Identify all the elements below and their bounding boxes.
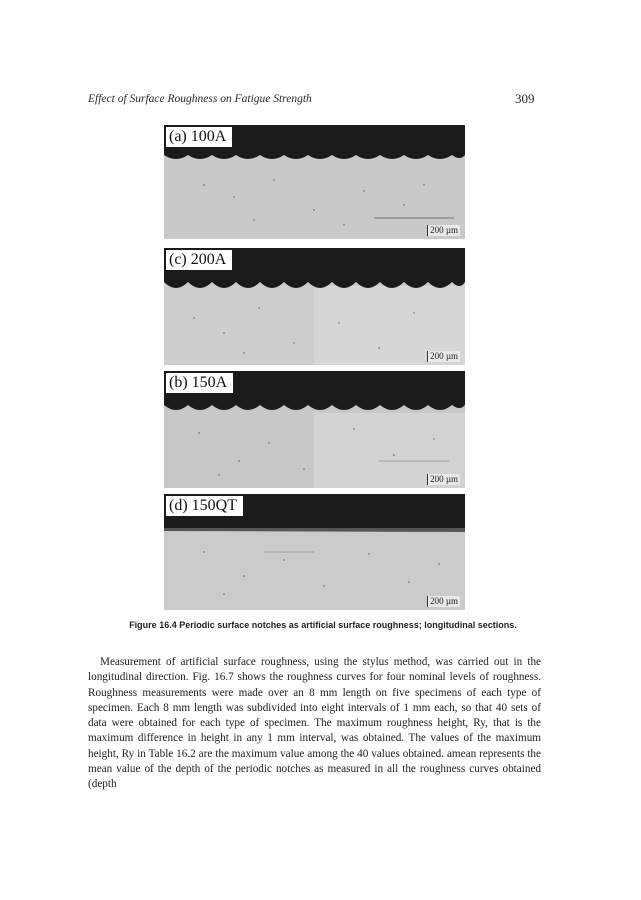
panel-label-a: (a) 100A [166, 127, 232, 147]
figure-caption: Figure 16.4 Periodic surface notches as artificial surface roughness; longitudinal sections. [129, 620, 517, 630]
scale-bar-d: 200 µm [427, 596, 460, 607]
running-title: Effect of Surface Roughness on Fatigue Strength [88, 93, 312, 105]
scale-bar-b: 200 µm [427, 474, 460, 485]
micrograph-panel-a [164, 125, 465, 239]
panel-label-c: (c) 200A [166, 250, 232, 270]
panel-label-b: (b) 150A [166, 373, 233, 393]
running-head [88, 93, 541, 105]
body-paragraph: Measurement of artificial surface roughness, using the stylus method, was carried out in the longitudinal direction. Fig. 16.7 shows the roughness curves for four nominal levels of roughness. Roughness measurements were made over an 8 mm length on five specimens of each type of specimen. Each 8 mm length was subdivided into eight intervals of 1 mm each, so that 40 sets of data were obtained for each type of specimen. The maximum roughness height, Ry, that is the maximum difference in height in any 1 mm interval, was obtained. The values of the maximum height, Ry in Table 16.2 are the maximum value among the 40 values obtained. amean represents the mean value of the depth of the periodic notches as measured in all the roughness curves obtained (depth [88, 656, 541, 791]
panel-label-d: (d) 150QT [166, 496, 243, 516]
page-number: 309 [515, 91, 535, 106]
scale-bar-c: 200 µm [427, 351, 460, 362]
scale-bar-a: 200 µm [427, 225, 460, 236]
micrograph-panel-d [164, 494, 465, 610]
micrograph-panel-b [164, 371, 465, 488]
micrograph-panel-c [164, 248, 465, 365]
